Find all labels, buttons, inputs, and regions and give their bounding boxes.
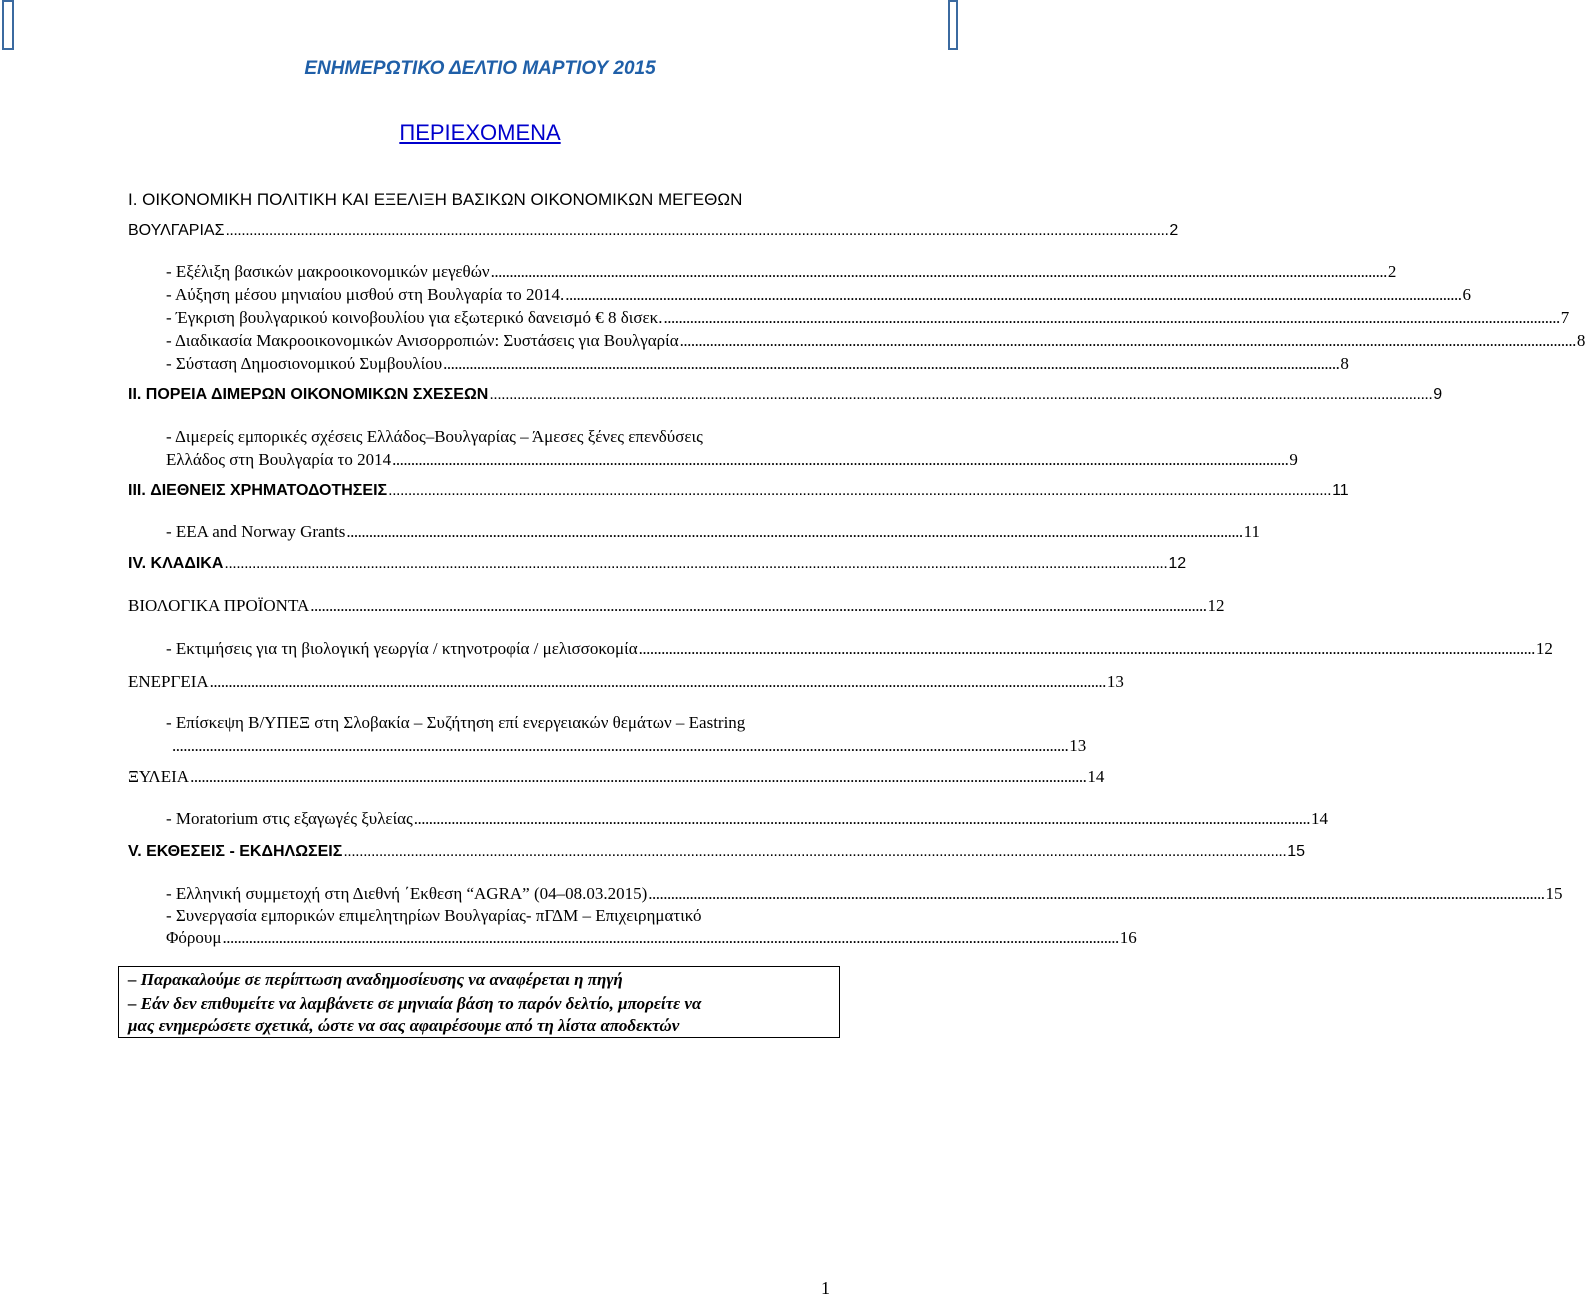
- toc-leader-dots: ...............................................................................................................................................................................................................................................: [413, 809, 1311, 828]
- toc-leader-dots: ...............................................................................................................................................................................................................................................: [172, 736, 1069, 755]
- toc-entry[interactable]: [166, 308, 1570, 328]
- toc-leader-dots: ...............................................................................................................................................................................................................................................: [648, 884, 1545, 903]
- toc-entry-title: Φόρουμ: [166, 928, 222, 947]
- toc-leader-dots: ...............................................................................................................................................................................................................................................: [222, 928, 1119, 947]
- toc-section-title: ΒΙΟΛΟΓΙΚΑ ΠΡΟΪΟΝΤΑ: [128, 596, 310, 615]
- toc-leader-dots: ...............................................................................................................................................................................................................................................: [388, 482, 1332, 499]
- toc-entry-title: - Έγκριση βουλγαρικού κοινοβουλίου για εξωτερικό δανεισμό € 8 δισεκ.: [166, 308, 663, 327]
- toc-entry-title: - Σύσταση Δημοσιονομικού Συμβουλίου: [166, 354, 443, 373]
- toc-page-number: 12: [1207, 596, 1225, 615]
- toc-entry[interactable]: [166, 354, 1349, 374]
- toc-section-3[interactable]: [128, 482, 1349, 500]
- toc-entry-line1[interactable]: - Συνεργασία εμπορικών επιμελητηρίων Βουλγαρίας- πΓΔΜ – Επιχειρηματικό: [166, 906, 702, 925]
- toc-page-number: 15: [1287, 843, 1306, 860]
- toc-subsection-wood[interactable]: [128, 767, 1105, 787]
- toc-page-number: 9: [1433, 386, 1443, 403]
- toc-leader-dots: ...............................................................................................................................................................................................................................................: [490, 262, 1387, 281]
- toc-section-5[interactable]: [128, 843, 1306, 861]
- toc-subsection-bio[interactable]: [128, 596, 1225, 616]
- toc-heading[interactable]: ΠΕΡΙΕΧΟΜΕΝΑ: [399, 120, 561, 145]
- toc-subsection-energy[interactable]: [128, 672, 1124, 692]
- toc-entry[interactable]: [166, 450, 1298, 470]
- toc-entry-title: - Αύξηση μέσου μηνιαίου μισθού στη Βουλγαρία το 2014.: [166, 285, 565, 304]
- toc-entry-title: - Εκτιμήσεις για τη βιολογική γεωργία / κτηνοτροφία / μελισσοκομία: [166, 639, 638, 658]
- bulletin-title: ΕΝΗΜΕΡΩΤΙΚΟ ΔΕΛΤΙΟ ΜΑΡΤΙΟΥ 2015: [304, 58, 656, 79]
- toc-entry[interactable]: [166, 285, 1471, 305]
- toc-leader-dots: ...............................................................................................................................................................................................................................................: [679, 331, 1576, 350]
- toc-section-title: ΕΝΕΡΓΕΙΑ: [128, 672, 209, 691]
- toc-page-number: 13: [1069, 736, 1087, 755]
- toc-leader-dots: ...............................................................................................................................................................................................................................................: [663, 308, 1560, 327]
- toc-leader-dots: ...............................................................................................................................................................................................................................................: [209, 672, 1106, 691]
- toc-section-title: II. ΠΟΡΕΙΑ ΔΙΜΕΡΩΝ ΟΙΚΟΝΟΜΙΚΩΝ ΣΧΕΣΕΩΝ: [128, 386, 489, 403]
- toc-page-number: 8: [1576, 331, 1585, 350]
- toc-section-1-title: ΒΟΥΛΓΑΡΙΑΣ: [128, 222, 225, 239]
- toc-page-number: 6: [1462, 285, 1471, 304]
- toc-entry[interactable]: [166, 928, 1137, 948]
- toc-leader-dots: ...............................................................................................................................................................................................................................................: [346, 522, 1243, 541]
- toc-entry[interactable]: [166, 809, 1329, 829]
- notice-line-unsubscribe-cont: μας ενημερώσετε σχετικά, ώστε να σας αφαιρέσουμε από τη λίστα αποδεκτών: [128, 1016, 680, 1035]
- toc-section-1-line1[interactable]: I. ΟΙΚΟΝΟΜΙΚΗ ΠΟΛΙΤΙΚΗ ΚΑΙ ΕΞΕΛΙΞΗ ΒΑΣΙΚΩΝ ΟΙΚΟΝΟΜΙΚΩΝ ΜΕΓΕΘΩΝ: [128, 190, 743, 209]
- toc-page-number: 13: [1106, 672, 1124, 691]
- toc-page-number: 9: [1289, 450, 1298, 469]
- toc-leader-dots: ...............................................................................................................................................................................................................................................: [392, 450, 1289, 469]
- toc-entry-title: - Moratorium στις εξαγωγές ξυλείας: [166, 809, 413, 828]
- toc-leader-dots: ...............................................................................................................................................................................................................................................: [443, 354, 1340, 373]
- toc-entry[interactable]: [166, 639, 1553, 659]
- right-edge-marker: [948, 0, 958, 50]
- toc-page-number: 7: [1560, 308, 1570, 327]
- left-edge-marker: [2, 0, 14, 50]
- toc-entry-line1[interactable]: - Επίσκεψη Β/ΥΠΕΞ στη Σλοβακία – Συζήτηση επί ενεργειακών θεμάτων – Eastring: [166, 713, 746, 732]
- toc-page-number: 14: [1087, 767, 1105, 786]
- toc-page-number: 8: [1340, 354, 1349, 373]
- toc-entry-title: Ελλάδος στη Βουλγαρία το 2014: [166, 450, 392, 469]
- toc-section-title: IV. ΚΛΑΔΙΚΑ: [128, 555, 224, 572]
- toc-section-4[interactable]: [128, 555, 1187, 573]
- toc-page-number: 15: [1545, 884, 1563, 903]
- toc-entry-title: - Διαδικασία Μακροοικονομικών Ανισορροπιών: Συστάσεις για Βουλγαρία: [166, 331, 679, 350]
- toc-section-title: III. ΔΙΕΘΝΕΙΣ ΧΡΗΜΑΤΟΔΟΤΗΣΕΙΣ: [128, 482, 388, 499]
- notice-line-unsubscribe: – Εάν δεν επιθυμείτε να λαμβάνετε σε μηνιαία βάση το παρόν δελτίο, μπορείτε να: [128, 994, 702, 1013]
- page-number: 1: [821, 1278, 830, 1298]
- toc-entry[interactable]: [166, 884, 1563, 904]
- toc-page-number: 2: [1169, 222, 1179, 239]
- toc-leader-dots: ...............................................................................................................................................................................................................................................: [638, 639, 1535, 658]
- toc-page-number: 14: [1311, 809, 1329, 828]
- toc-entry[interactable]: [166, 331, 1585, 351]
- toc-leader-dots: ...............................................................................................................................................................................................................................................: [565, 285, 1462, 304]
- toc-leader-dots: ...............................................................................................................................................................................................................................................: [343, 843, 1287, 860]
- toc-leader-dots: ...............................................................................................................................................................................................................................................: [225, 222, 1169, 239]
- toc-leader-dots: ...............................................................................................................................................................................................................................................: [310, 596, 1207, 615]
- toc-leader-dots: ...............................................................................................................................................................................................................................................: [190, 767, 1087, 786]
- toc-page-number: 11: [1332, 482, 1349, 499]
- toc-leader-dots: ...............................................................................................................................................................................................................................................: [489, 386, 1433, 403]
- toc-entry[interactable]: [166, 736, 1087, 756]
- toc-entry-title: - EEA and Norway Grants: [166, 522, 346, 541]
- toc-leader-dots: ...............................................................................................................................................................................................................................................: [224, 555, 1168, 572]
- notice-line-source: – Παρακαλούμε σε περίπτωση αναδημοσίευσης να αναφέρεται η πηγή: [128, 970, 623, 989]
- toc-entry-line1[interactable]: - Διμερείς εμπορικές σχέσεις Ελλάδος–Βουλγαρίας – Άμεσες ξένες επενδύσεις: [166, 427, 703, 446]
- toc-page-number: 16: [1119, 928, 1137, 947]
- toc-entry[interactable]: [166, 522, 1261, 542]
- toc-entry-title: - Ελληνική συμμετοχή στη Διεθνή ΄Εκθεση “AGRA” (04–08.03.2015): [166, 884, 648, 903]
- toc-section-2[interactable]: [128, 386, 1443, 404]
- toc-section-title: V. ΕΚΘΕΣΕΙΣ - ΕΚΔΗΛΩΣΕΙΣ: [128, 843, 343, 860]
- toc-page-number: 12: [1168, 555, 1187, 572]
- toc-page-number: 2: [1387, 262, 1397, 281]
- toc-section-title: ΞΥΛΕΙΑ: [128, 767, 190, 786]
- toc-entry[interactable]: [166, 262, 1397, 282]
- toc-entry-title: - Εξέλιξη βασικών μακροοικονομικών μεγεθών: [166, 262, 490, 281]
- toc-section-1[interactable]: [128, 222, 1179, 240]
- toc-page-number: 12: [1535, 639, 1553, 658]
- toc-page-number: 11: [1243, 522, 1261, 541]
